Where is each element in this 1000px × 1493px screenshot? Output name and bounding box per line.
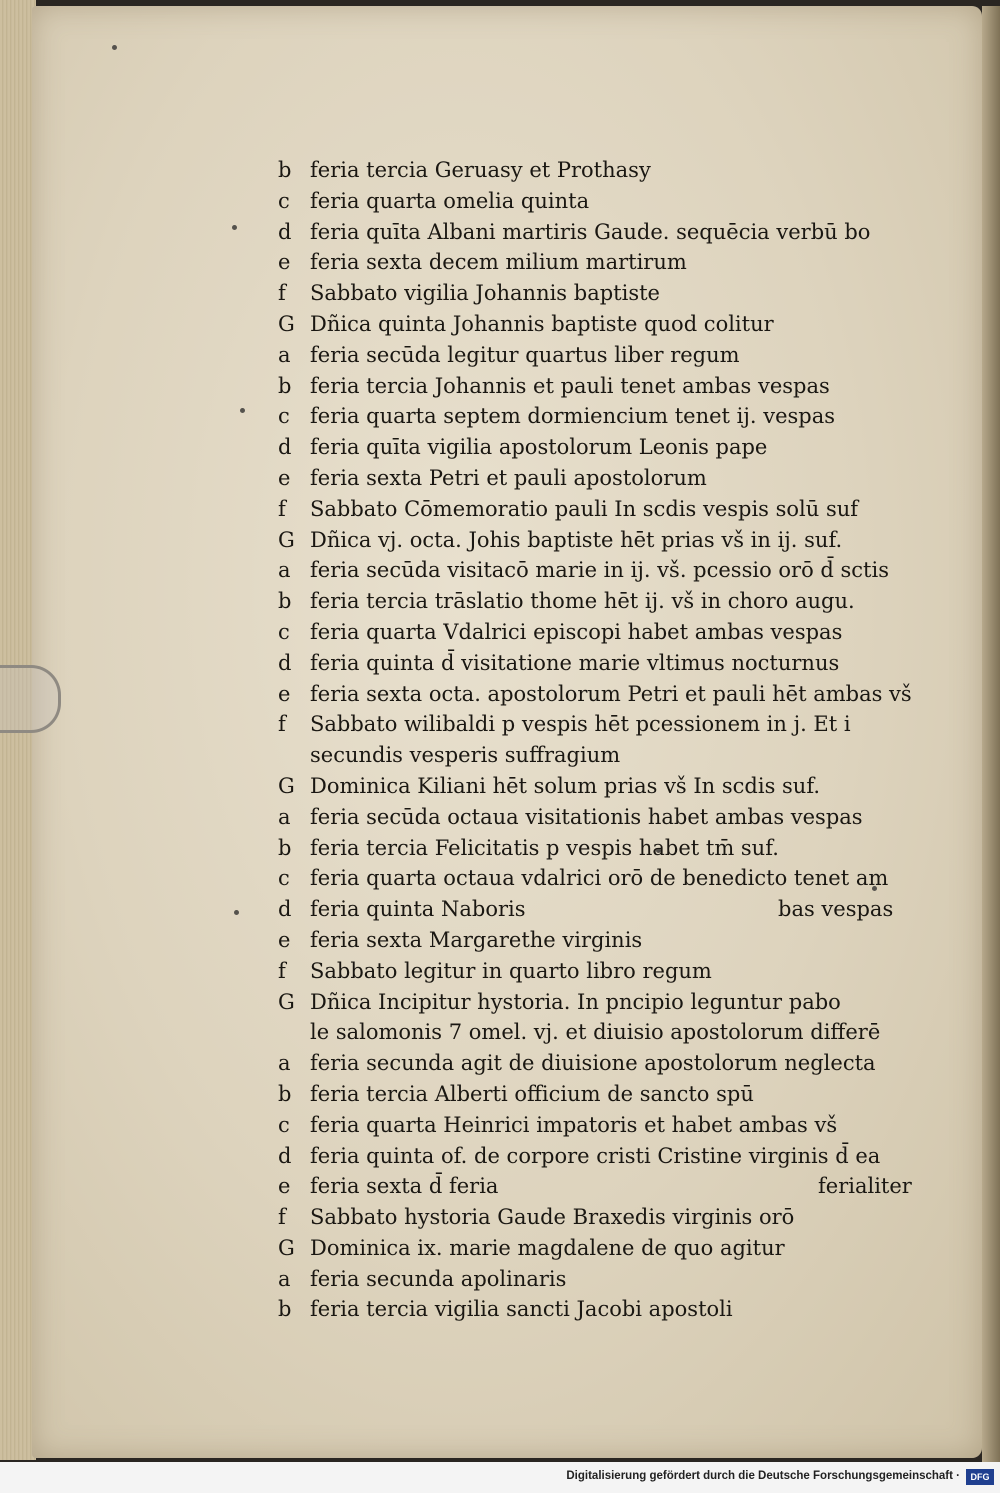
calendar-line — [278, 309, 918, 340]
digitization-footer — [0, 1462, 1000, 1493]
calendar-line — [278, 863, 918, 894]
calendar-line — [278, 494, 918, 525]
entry-text: feria quinta Naboris — [310, 897, 526, 922]
entry-text: Dñica quinta Johannis baptiste quod colitur — [310, 311, 774, 336]
dominical-letter: d — [278, 1143, 292, 1168]
calendar-line — [278, 1294, 918, 1325]
entry-text: le salomonis 7 omel. vj. et diuisio apostolorum differē — [310, 1020, 881, 1045]
dominical-letter: b — [278, 1081, 292, 1106]
dominical-letter: G — [278, 989, 295, 1014]
entry-text: feria quinta of. de corpore cristi Cristine virginis d̄ ea — [310, 1143, 881, 1168]
dominical-letter: d — [278, 435, 292, 460]
entry-text: feria tercia Johannis et pauli tenet ambas vespas — [310, 373, 830, 398]
calendar-line — [278, 371, 918, 402]
calendar-line — [278, 1141, 918, 1172]
calendar-text — [278, 155, 918, 1325]
calendar-line — [278, 925, 918, 956]
dominical-letter: b — [278, 1297, 292, 1322]
entry-text: feria quarta Heinrici impatoris et habet ambas vš — [310, 1112, 838, 1137]
calendar-line — [278, 679, 918, 710]
dominical-letter: a — [278, 1051, 291, 1076]
dominical-letter: d — [278, 219, 292, 244]
entry-text: Sabbato vigilia Johannis baptiste — [310, 281, 660, 306]
entry-text: Sabbato hystoria Gaude Braxedis virginis orō — [310, 1205, 795, 1230]
entry-text: feria sexta decem milium martirum — [310, 250, 687, 275]
dominical-letter: b — [278, 589, 292, 614]
calendar-line — [278, 648, 918, 679]
dominical-letter: c — [278, 404, 290, 429]
calendar-line — [278, 555, 918, 586]
dominical-letter: d — [278, 650, 292, 675]
dominical-letter: a — [278, 558, 291, 583]
calendar-line — [278, 1264, 918, 1295]
calendar-line — [278, 709, 918, 740]
calendar-line — [278, 432, 918, 463]
dominical-letter: b — [278, 373, 292, 398]
entry-text: feria tercia Alberti officium de sancto spū — [310, 1081, 754, 1106]
calendar-line — [278, 586, 918, 617]
dominical-letter: a — [278, 342, 291, 367]
calendar-line — [278, 1017, 918, 1048]
entry-text: feria sexta Petri et pauli apostolorum — [310, 465, 707, 490]
entry-text: feria tercia Felicitatis p vespis habet tm̄ suf. — [310, 835, 779, 860]
dominical-letter: G — [278, 773, 295, 798]
dominical-letter: f — [278, 281, 286, 306]
funding-credit: Digitalisierung gefördert durch die Deutsche Forschungsgemeinschaft · — [566, 1470, 960, 1482]
ink-speck — [232, 225, 237, 230]
ink-speck — [240, 408, 245, 413]
entry-text: feria quarta omelia quinta — [310, 188, 590, 213]
dominical-letter: e — [278, 681, 291, 706]
calendar-line — [278, 617, 918, 648]
dominical-letter: G — [278, 1235, 295, 1260]
calendar-line — [278, 740, 918, 771]
dominical-letter: f — [278, 496, 286, 521]
calendar-line — [278, 463, 918, 494]
entry-text: feria secūda visitacō marie in ij. vš. pcessio orō d̄ sctis — [310, 558, 889, 583]
dominical-letter: f — [278, 712, 286, 737]
calendar-line — [278, 894, 918, 925]
paper-clip — [0, 665, 61, 733]
entry-text: feria sexta d̄ feria — [310, 1174, 499, 1199]
calendar-line — [278, 155, 918, 186]
entry-text: feria secūda octaua visitationis habet ambas vespas — [310, 804, 863, 829]
ink-speck — [234, 910, 239, 915]
calendar-line — [278, 1048, 918, 1079]
entry-text: Dñica vj. octa. Johis baptiste hēt prias vš in ij. suf. — [310, 527, 843, 552]
dominical-letter: c — [278, 619, 290, 644]
calendar-line — [278, 217, 918, 248]
dominical-letter: c — [278, 188, 290, 213]
entry-text: feria tercia trāslatio thome hēt ij. vš in choro augu. — [310, 589, 855, 614]
dominical-letter: c — [278, 1112, 290, 1137]
calendar-line — [278, 525, 918, 556]
calendar-line — [278, 1171, 918, 1202]
entry-text: feria sexta octa. apostolorum Petri et pauli hēt ambas vš — [310, 681, 912, 706]
dominical-letter: e — [278, 250, 291, 275]
calendar-line — [278, 247, 918, 278]
dominical-letter: f — [278, 958, 286, 983]
calendar-line — [278, 1079, 918, 1110]
calendar-line — [278, 401, 918, 432]
entry-text: feria quarta octaua vdalrici orō de benedicto tenet am — [310, 866, 889, 891]
dominical-letter: e — [278, 927, 291, 952]
ink-speck — [112, 45, 117, 50]
dominical-letter: G — [278, 527, 295, 552]
dominical-letter: G — [278, 311, 295, 336]
calendar-line — [278, 802, 918, 833]
entry-text: feria secunda agit de diuisione apostolorum neglecta — [310, 1051, 876, 1076]
dominical-letter: f — [278, 1205, 286, 1230]
dominical-letter: d — [278, 897, 292, 922]
entry-text: feria sexta Margarethe virginis — [310, 927, 643, 952]
entry-text: feria secunda apolinaris — [310, 1266, 567, 1291]
book-gutter — [982, 6, 1000, 1466]
right-note: ferialiter — [818, 1174, 912, 1199]
entry-text: Dominica Kiliani hēt solum prias vš In scdis suf. — [310, 773, 821, 798]
dominical-letter: b — [278, 158, 292, 182]
calendar-line — [278, 833, 918, 864]
entry-text: feria quīta vigilia apostolorum Leonis pape — [310, 435, 768, 460]
dominical-letter: a — [278, 1266, 291, 1291]
calendar-line — [278, 340, 918, 371]
calendar-line — [278, 1233, 918, 1264]
entry-text: secundis vesperis suffragium — [310, 743, 621, 768]
calendar-line — [278, 1110, 918, 1141]
entry-text: Sabbato Cōmemoratio pauli In scdis vespis solū suf — [310, 496, 859, 521]
calendar-line — [278, 771, 918, 802]
entry-text: Sabbato legitur in quarto libro regum — [310, 958, 712, 983]
entry-text: feria quinta d̄ visitatione marie vltimus nocturnus — [310, 650, 840, 675]
calendar-line — [278, 278, 918, 309]
entry-text: feria secūda legitur quartus liber regum — [310, 342, 740, 367]
dominical-letter: e — [278, 465, 291, 490]
calendar-line — [278, 956, 918, 987]
right-note: bas vespas — [778, 897, 894, 922]
entry-text: feria quarta septem dormiencium tenet ij. vespas — [310, 404, 836, 429]
dominical-letter: c — [278, 866, 290, 891]
dfg-logo-icon: DFG — [966, 1469, 994, 1485]
entry-text: Dñica Incipitur hystoria. In pncipio leguntur pabo — [310, 989, 841, 1014]
dominical-letter: b — [278, 835, 292, 860]
calendar-line — [278, 987, 918, 1018]
entry-text: feria quarta Vdalrici episcopi habet ambas vespas — [310, 619, 843, 644]
entry-text: feria quīta Albani martiris Gaude. sequēcia verbū bo — [310, 219, 871, 244]
calendar-line — [278, 186, 918, 217]
entry-text: feria tercia Geruasy et Prothasy — [310, 158, 651, 182]
entry-text: feria tercia vigilia sancti Jacobi apostoli — [310, 1297, 733, 1322]
calendar-line — [278, 1202, 918, 1233]
dominical-letter: e — [278, 1174, 291, 1199]
dominical-letter: a — [278, 804, 291, 829]
entry-text: Dominica ix. marie magdalene de quo agitur — [310, 1235, 785, 1260]
entry-text: Sabbato wilibaldi p vespis hēt pcessionem in j. Et i — [310, 712, 851, 737]
